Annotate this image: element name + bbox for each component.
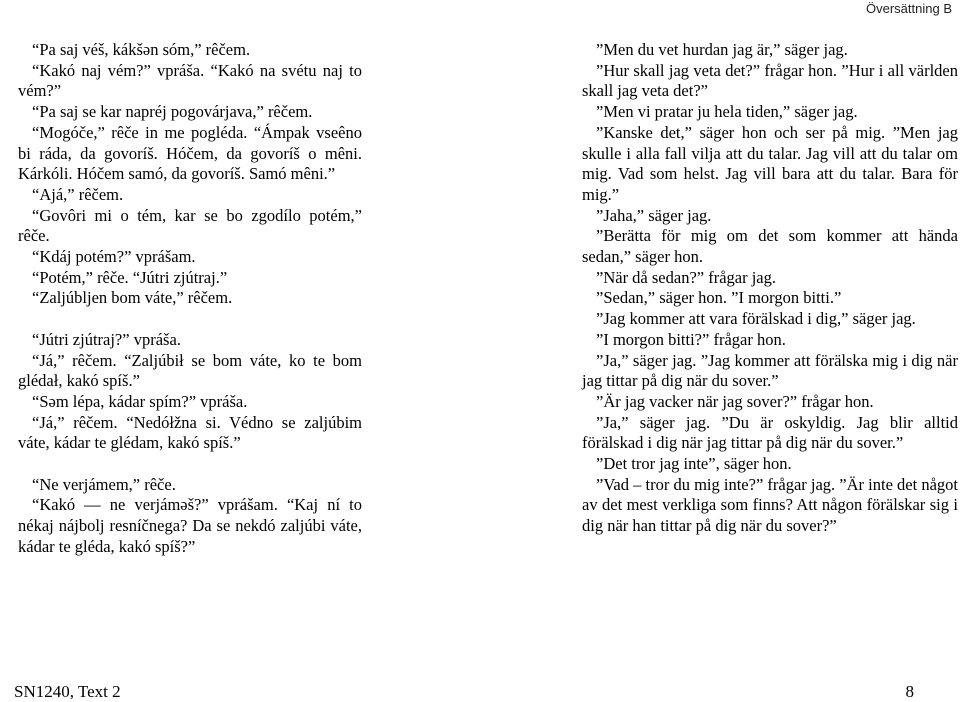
- document-reference: SN1240, Text 2: [14, 682, 121, 701]
- dialogue-paragraph: “Govôri mi o tém, kar se bo zgodílo potém,” rêče.: [18, 205, 362, 246]
- dialogue-paragraph: ”Men du vet hurdan jag är,” säger jag.: [596, 40, 848, 59]
- dialogue-paragraph: “Kdáj potém?” vprášam.: [32, 247, 196, 267]
- dialogue-paragraph: “Pa saj se kar napréj pogovárjava,” rêčem.: [32, 102, 313, 122]
- dialogue-paragraph: ”Ja,” säger jag. ”Jag kommer att förälska mig i dig när jag tittar på dig när du sover.”: [582, 350, 958, 391]
- dialogue-paragraph: “Ne verjámem,” rêče.: [32, 474, 176, 494]
- dialogue-paragraph: “Jútri zjútraj?” vpráša.: [32, 329, 181, 349]
- slovene-text-column: [18, 40, 362, 558]
- dialogue-paragraph: “Səm lépa, kádar spím?” vpráša.: [32, 391, 248, 411]
- dialogue-paragraph: ”Kanske det,” säger hon och ser på mig. ”Men jag skulle i alla fall vilja att du talar. Jag vill att du talar om mig. Vad som helst. Jag vill bara att du talar. Bara för mig.”: [582, 122, 958, 204]
- dialogue-paragraph: ”Är jag vacker när jag sover?” frågar hon.: [596, 391, 874, 411]
- dialogue-paragraph: ”När då sedan?” frågar jag.: [596, 267, 777, 287]
- dialogue-paragraph: “Potém,” rêče. “Jútri zjútraj.”: [32, 267, 228, 287]
- dialogue-paragraph: ”Vad – tror du mig inte?” frågar jag. ”Är inte det något av det mest verkliga som finns? Att någon förälskar sig i dig när han tittar på dig när du sover?”: [582, 474, 958, 536]
- dialogue-paragraph: “Pa saj véš, kákšən sóm,” rêčem.: [32, 40, 251, 59]
- dialogue-paragraph: ”Men vi pratar ju hela tiden,” säger jag.: [596, 102, 858, 122]
- dialogue-paragraph: “Kakó — ne verjáməš?” vprášam. “Kaj ní to nékaj nájbolj resníčnega? Da se nekdó zaljúbi váte, kádar te gléda, kakó spíš?”: [18, 495, 362, 556]
- dialogue-paragraph: ”Hur skall jag veta det?” frågar hon. ”Hur i all världen skall jag veta det?”: [582, 60, 958, 101]
- dialogue-paragraph: ”Jag kommer att vara förälskad i dig,” säger jag.: [596, 309, 916, 329]
- dialogue-paragraph: “Zaljúbljen bom váte,” rêčem.: [32, 288, 233, 308]
- dialogue-paragraph: “Kakó naj vém?” vpráša. “Kakó na svétu naj to vém?”: [18, 60, 362, 101]
- dialogue-paragraph: ”Ja,” säger jag. ”Du är oskyldig. Jag blir alltid förälskad i dig när jag tittar på dig när du sover.”: [582, 412, 958, 453]
- dialogue-paragraph: ”I morgon bitti?” frågar hon.: [596, 329, 786, 349]
- swedish-translation-column: [582, 40, 958, 537]
- dialogue-paragraph: ”Berätta för mig om det som kommer att hända sedan,” säger hon.: [582, 226, 958, 267]
- translation-label: Översättning B: [866, 1, 952, 16]
- dialogue-paragraph: ”Sedan,” säger hon. ”I morgon bitti.”: [596, 288, 842, 308]
- dialogue-paragraph: ”Jaha,” säger jag.: [596, 205, 712, 225]
- dialogue-paragraph: ”Det tror jag inte”, säger hon.: [596, 454, 792, 474]
- dialogue-paragraph: “Já,” rêčem. “Zaljúbił se bom váte, ko te bom glédał, kakó spíš.”: [18, 350, 362, 391]
- dialogue-paragraph: “Já,” rêčem. “Nedółžna si. Védno se zaljúbim váte, kádar te glédam, kakó spíš.”: [18, 412, 362, 453]
- page-number: 8: [905, 682, 914, 701]
- dialogue-paragraph: “Ajá,” rêčem.: [32, 184, 124, 204]
- dialogue-paragraph: “Mogóče,” rêče in me pogléda. “Ámpak vseêno bi ráda, da govoríš. Hóčem, da govoríš o mêni. Kárkóli. Hóčem samó, da govoríš. Samó mêni.”: [18, 122, 362, 184]
